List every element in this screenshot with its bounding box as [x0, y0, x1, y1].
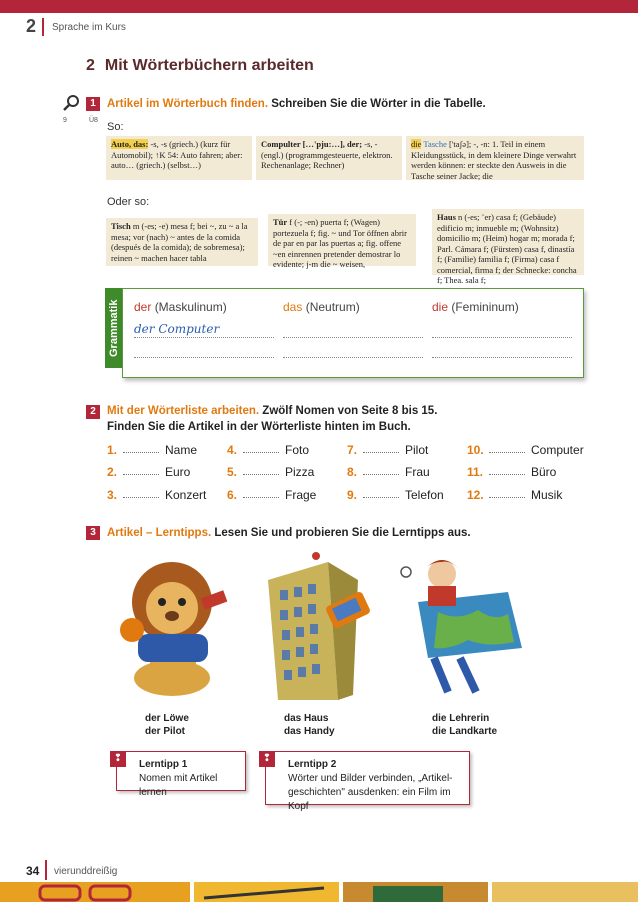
tip-text: Wörter und Bilder verbinden, „Artikel- — [288, 773, 453, 784]
caption-line: die Landkarte — [432, 726, 498, 737]
task-number-3: 3 — [86, 526, 100, 540]
item-word: Konzert — [165, 488, 207, 502]
entry-body: f (-; -en) puerta f; (Wagen) portezuela f; fig. ~ und Tor öffnen abrir de par en par las puertas a; fig. offene ~en einrennen pretender demostrar lo evidente; j-m die ~ weisen, — [273, 217, 407, 269]
magnifier-icon — [62, 94, 80, 117]
caption-line: die Lehrerin — [432, 713, 490, 724]
article-item — [467, 465, 556, 479]
item-number: 11. — [467, 465, 484, 479]
task-number-1: 1 — [86, 97, 100, 111]
entry-article: die — [411, 139, 422, 149]
entry-body: -s, -s (griech.) (kurz für Automobil); ↑K 54: Auto fahren; aber: auto… (griech.) (selbst…) — [111, 139, 243, 170]
top-bar — [0, 0, 638, 13]
oder-so-label: Oder so: — [107, 196, 150, 208]
item-number: 5. — [227, 465, 238, 479]
page-number: 34 — [26, 864, 40, 878]
article-blank[interactable] — [123, 497, 159, 498]
learning-tip-1 — [113, 751, 246, 798]
caption-line: der Löwe — [145, 713, 189, 724]
answer-line[interactable] — [432, 344, 572, 358]
task-1-instruction: Schreiben Sie die Wörter in die Tabelle. — [271, 98, 486, 110]
answer-line[interactable] — [283, 344, 423, 358]
article-item — [227, 488, 316, 502]
task-2-instruction-2: Finden Sie die Artikel in der Wörterliste hinten im Buch. — [107, 421, 411, 433]
caption-teacher — [432, 712, 497, 738]
task-3-title: Artikel – Lerntipps. — [107, 527, 212, 539]
caption-lion — [145, 712, 189, 738]
entry-headword: Compulter […'pju:…], der; — [261, 139, 363, 149]
article-item — [107, 488, 206, 502]
article-blank[interactable] — [489, 452, 525, 453]
answer-line[interactable] — [134, 344, 274, 358]
article-item — [347, 465, 430, 479]
item-number: 9. — [347, 488, 358, 502]
dictionary-entry-haus — [432, 209, 584, 285]
column-head-neuter — [283, 300, 360, 314]
task-2-instruction-1: Zwölf Nomen von Seite 8 bis 15. — [262, 405, 438, 417]
grammar-tab: Grammatik — [105, 288, 123, 368]
item-word: Musik — [531, 488, 563, 502]
article-blank[interactable] — [489, 474, 525, 475]
footer-divider — [45, 860, 47, 880]
article-item — [227, 465, 314, 479]
item-number: 6. — [227, 488, 238, 502]
entry-headword: Auto, das: — [111, 139, 149, 149]
entry-headword: Tür — [273, 217, 288, 227]
lion-pilot-illustration — [110, 550, 240, 700]
article-item — [107, 465, 190, 479]
answer-line[interactable] — [432, 324, 572, 338]
article-item — [347, 488, 444, 502]
tip-text: geschichten" ausdenken: ein Film im Kopf — [288, 787, 451, 812]
article-item — [347, 443, 428, 457]
article-der: der — [134, 300, 152, 314]
entry-headword: Tisch — [111, 221, 131, 231]
task-3-heading — [107, 525, 587, 541]
footer-image-paper — [492, 882, 638, 902]
item-word: Euro — [165, 465, 191, 479]
item-word: Computer — [531, 443, 584, 457]
lightbulb-icon: ❢ — [259, 751, 275, 767]
article-item — [467, 488, 562, 502]
example-answer: der Computer — [134, 322, 220, 336]
column-label: (Femininum) — [451, 300, 519, 314]
article-blank[interactable] — [123, 452, 159, 453]
column-head-feminine — [432, 300, 519, 314]
column-label: (Neutrum) — [305, 300, 360, 314]
learning-tip-2 — [262, 751, 470, 812]
tip-text: Nomen mit Artikel lernen — [139, 773, 218, 798]
dictionary-entry-computer — [256, 136, 402, 180]
article-das: das — [283, 300, 303, 314]
answer-line[interactable] — [283, 324, 423, 338]
item-number: 4. — [227, 443, 238, 457]
caption-line: das Haus — [284, 713, 329, 724]
article-blank[interactable] — [489, 497, 525, 498]
dictionary-entry-tisch — [106, 218, 258, 266]
house-handy-illustration — [258, 550, 378, 702]
item-number: 3. — [107, 488, 118, 502]
item-number: 10. — [467, 443, 484, 457]
entry-body: -s, - (engl.) (programmgesteuerte, elektron. Rechenanlage; Rechner) — [261, 139, 393, 170]
entry-body: ['taʃə]; -, -n: 1. Teil in einem Kleidungsstück, in dem kleinere Dinge verwahrt werden können: er steckte den Ausweis in die Tasche seiner Jacke; die — [411, 139, 577, 181]
item-number: 1. — [107, 443, 118, 457]
dictionary-entry-tuer — [268, 214, 416, 269]
entry-body: n (-es; ¨er) casa f; (Gebäude) edificio m; inmueble m; (Wohnsitz) domicilio m; (Heim) hogar m; morada f; Parl. Cámara f; (Fürsten) casa f, dinastía f; (Familie) familia f; (Firma) casa f comercial, firma f; der Schnecke: concha f; Thea. sala f; — [437, 212, 577, 285]
chapter-title: Sprache im Kurs — [52, 22, 126, 33]
item-word: Pilot — [405, 443, 429, 457]
column-head-masculine — [134, 300, 227, 314]
page-number-word: vierunddreißig — [54, 866, 118, 877]
section-number: 2 — [86, 57, 95, 74]
teacher-map-illustration — [398, 552, 530, 700]
margin-ref-page: 9 — [63, 117, 67, 124]
item-number: 2. — [107, 465, 118, 479]
footer-image-pencil — [194, 882, 339, 902]
section-title — [86, 57, 314, 75]
article-blank[interactable] — [243, 452, 279, 453]
item-word: Foto — [285, 443, 310, 457]
caption-line: der Pilot — [145, 726, 186, 737]
task-2-title: Mit der Wörterliste arbeiten. — [107, 405, 260, 417]
article-blank[interactable] — [363, 474, 399, 475]
entry-headword: Haus — [437, 212, 456, 222]
task-1-title: Artikel im Wörterbuch finden. — [107, 98, 269, 110]
tip-title: Lerntipp 2 — [288, 759, 337, 770]
entry-body: m (-es; -e) mesa f; bei ~, zu ~ a la mesa; vor (nach) ~ antes de la comida (después de la comida); de sobremesa); reinen ~ machen hacer tabla — [111, 221, 248, 263]
caption-line: das Handy — [284, 726, 335, 737]
item-word: Frage — [285, 488, 317, 502]
column-label: (Maskulinum) — [154, 300, 227, 314]
task-number-2: 2 — [86, 405, 100, 419]
item-word: Frau — [405, 465, 430, 479]
dictionary-entry-auto — [106, 136, 252, 180]
chapter-number: 2 — [26, 16, 37, 36]
task-1-heading — [107, 96, 587, 112]
section-title-text: Mit Wörterbüchern arbeiten — [104, 57, 314, 74]
item-word: Telefon — [405, 488, 444, 502]
item-number: 7. — [347, 443, 358, 457]
entry-headword: Tasche — [421, 139, 447, 149]
chapter-divider — [42, 18, 44, 36]
so-label: So: — [107, 121, 124, 133]
item-word: Büro — [531, 465, 557, 479]
item-number: 12. — [467, 488, 484, 502]
lightbulb-icon: ❢ — [110, 751, 126, 767]
article-item — [467, 443, 584, 457]
article-blank[interactable] — [243, 474, 279, 475]
task-3-instruction: Lesen Sie und probieren Sie die Lerntipps aus. — [214, 527, 471, 539]
article-blank[interactable] — [363, 452, 399, 453]
margin-ref-exercise: Ü8 — [89, 117, 98, 124]
item-number: 8. — [347, 465, 358, 479]
footer-image-book — [343, 882, 488, 902]
caption-house — [284, 712, 335, 738]
article-item — [227, 443, 309, 457]
tip-title: Lerntipp 1 — [139, 759, 188, 770]
task-2-heading — [107, 403, 587, 435]
article-blank[interactable] — [243, 497, 279, 498]
article-item — [107, 443, 197, 457]
article-die: die — [432, 300, 449, 314]
dictionary-entry-tasche — [406, 136, 584, 180]
item-word: Name — [165, 443, 198, 457]
article-blank[interactable] — [123, 474, 159, 475]
item-word: Pizza — [285, 465, 315, 479]
footer-image-glasses — [0, 882, 190, 902]
article-blank[interactable] — [363, 497, 399, 498]
